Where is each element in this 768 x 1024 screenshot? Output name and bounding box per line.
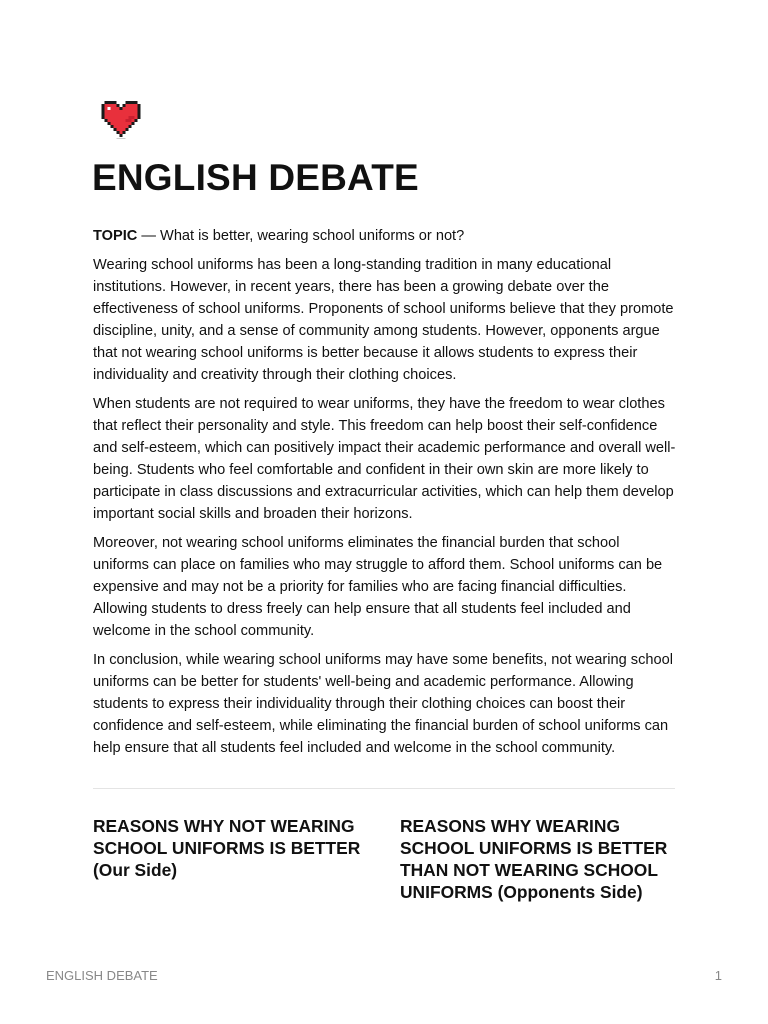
heart-icon bbox=[101, 98, 141, 140]
paragraph-intro: Wearing school uniforms has been a long-standing tradition in many educational institutions. However, in recent years, there has been a growing debate over the effectiveness of school uniforms. Proponents of school uniforms believe that they promote discipline, unity, and a sense of community among students. However, opponents argue that not wearing school uniforms is better because it allows students to express their individuality and creativity through their clothing choices. bbox=[93, 257, 674, 383]
page-number: 1 bbox=[714, 968, 722, 983]
topic-text: — What is better, wearing school uniforms or not? bbox=[137, 228, 465, 244]
paragraph-financial: Moreover, not wearing school uniforms eliminates the financial burden that school uniforms can place on families who may struggle to afford them. School uniforms can be expensive and may not be a priority for families who are facing financial difficulties. Allowing students to dress freely can help ensure that all students feel included and welcome in the school community. bbox=[93, 535, 663, 639]
document-body bbox=[93, 225, 677, 766]
topic-label: TOPIC bbox=[93, 228, 138, 244]
section-divider bbox=[93, 788, 675, 789]
paragraph-freedom: When students are not required to wear uniforms, they have the freedom to wear clothes that reflect their personality and style. This freedom can help boost their self-confidence and self-esteem, which can positively impact their academic performance and overall well-being. Students who feel comfortable and confident in their own skin are more likely to participate in class discussions and extracurricular activities, which can help them develop important social skills and broaden their horizons. bbox=[93, 396, 676, 522]
opponents-side-heading: REASONS WHY WEARING SCHOOL UNIFORMS IS BETTER THAN NOT WEARING SCHOOL UNIFORMS (Opponents Side) bbox=[400, 816, 668, 902]
paragraph-conclusion: In conclusion, while wearing school uniforms may have some benefits, not wearing school uniforms can be better for students' well-being and academic performance. Allowing students to express their individuality through their clothing choices can boost their confidence and self-esteem, while eliminating the financial burden of school uniforms can help ensure that all students feel included and welcome in the school community. bbox=[93, 652, 673, 756]
document-title: ENGLISH DEBATE bbox=[92, 157, 419, 198]
footer-title: ENGLISH DEBATE bbox=[46, 968, 158, 983]
topic-line bbox=[93, 225, 677, 247]
our-side-heading: REASONS WHY NOT WEARING SCHOOL UNIFORMS IS BETTER (Our Side) bbox=[93, 816, 361, 880]
